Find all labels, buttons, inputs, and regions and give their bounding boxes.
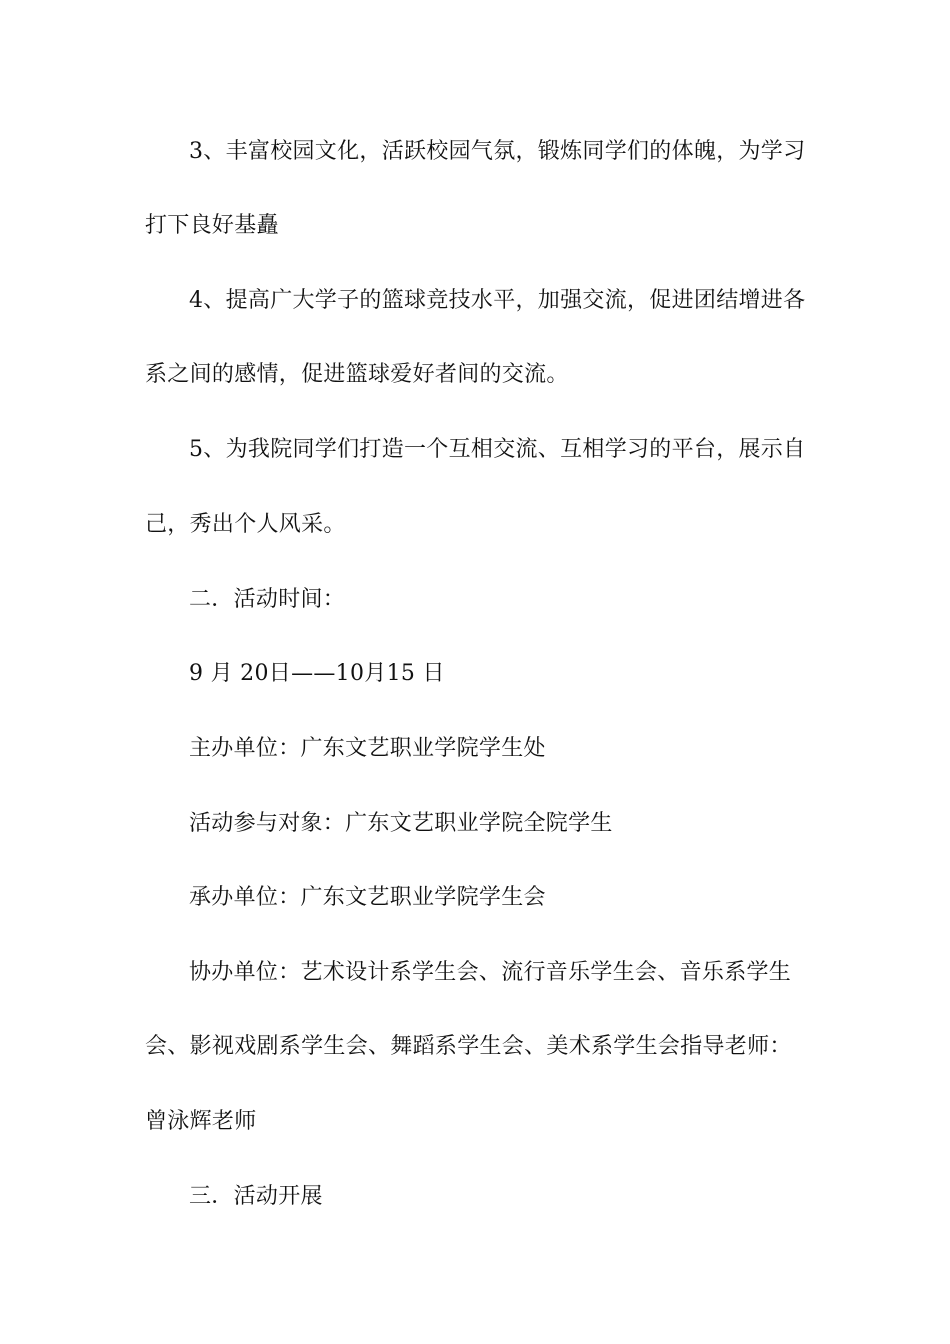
paragraph-5-line-1: 5、为我院同学们打造一个互相交流、互相学习的平台，展示自: [189, 437, 806, 462]
section-heading-activities: 三．活动开展: [189, 1184, 323, 1209]
activity-dates: 9 月 20日——10月15 日: [189, 661, 445, 686]
section-heading-time: 二．活动时间：: [189, 587, 346, 612]
paragraph-4-line-1: 4、提高广大学子的篮球竞技水平，加强交流，促进团结增进各: [189, 288, 806, 313]
co-organizer-line-1: 协办单位：艺术设计系学生会、流行音乐学生会、音乐系学生: [189, 960, 792, 985]
participants-line: 活动参与对象：广东文艺职业学院全院学生: [189, 811, 613, 836]
paragraph-4-line-2: 系之间的感情，促进篮球爱好者间的交流。: [145, 362, 569, 387]
paragraph-3-line-2: 打下良好基矗: [145, 213, 279, 238]
co-organizer-line-2: 会、影视戏剧系学生会、舞蹈系学生会、美术系学生会指导老师：: [145, 1034, 792, 1059]
undertaker-line: 承办单位：广东文艺职业学院学生会: [189, 885, 546, 910]
advisor-line: 曾泳辉老师: [145, 1109, 257, 1134]
organizer-line: 主办单位：广东文艺职业学院学生处: [189, 736, 546, 761]
paragraph-3-line-1: 3、丰富校园文化，活跃校园气氛，锻炼同学们的体魄，为学习: [189, 139, 806, 164]
paragraph-5-line-2: 己，秀出个人风采。: [145, 512, 346, 537]
